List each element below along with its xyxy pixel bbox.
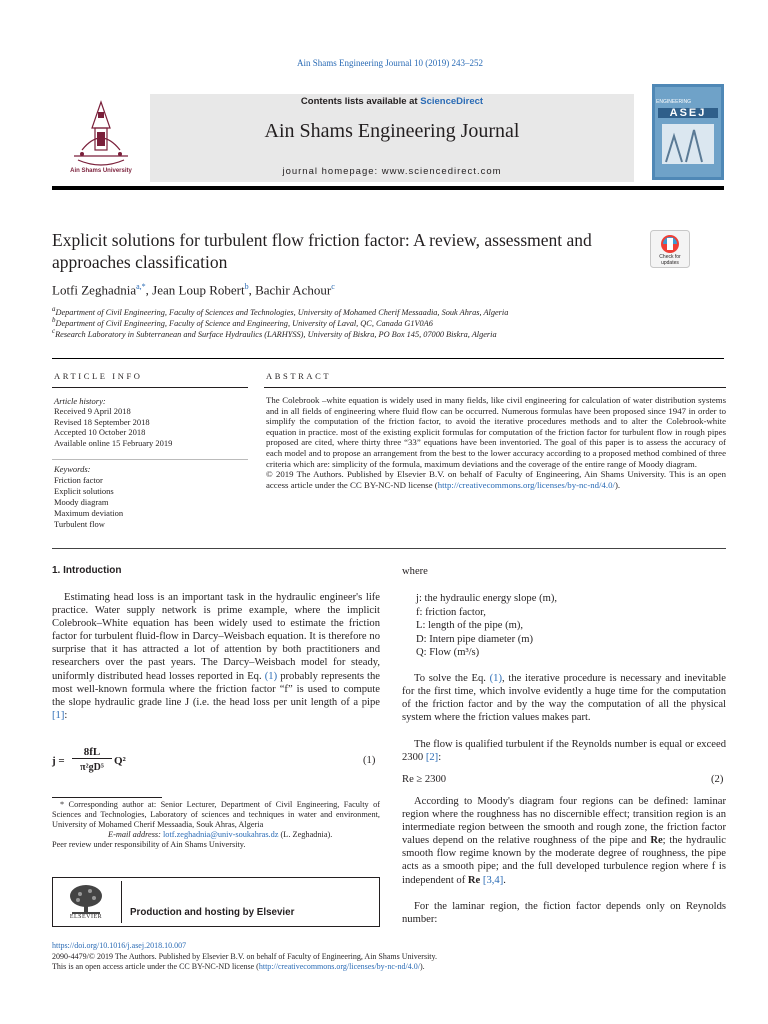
abstract-rule <box>264 387 726 388</box>
abstract-body: The Colebrook –white equation is widely used in many fields, like civil engineering for calculation of water distribution systems and in all fields of engineering where fluid flow can be occurred. Numerous formulas have been proposed since 1947 in order to simplify the computation of the friction factor, to avoid the iterative procedures methods and to alter the Colebrook-white equation in practice. most of the existing explicit formulas for computation of the friction factor for turbulent flow in rough pipes proposed are cited, where thirty three “33” equations have been inventoried. The goal of this paper is to assess the accuracy of each model and to propose an arrangement from the best to the lower accuracy according to a proposed method combined of three criteria which are: simplicity of the formula, maximum deviations and the coverage of the entire range of Moody diagram. <box>266 395 726 469</box>
author-affil-sup[interactable]: c <box>331 282 335 291</box>
paragraph <box>402 738 726 764</box>
footnote-text: * Corresponding author at: Senior Lecturer, Department of Civil Engineering, Faculty of Sciences and Technologies, Laboratory of sciences and techniques in water and environment, University of Mohamed Cherif Messaadia, Souk Ahras, Algeria <box>52 800 380 830</box>
eq1-lhs: j = <box>52 755 65 767</box>
keyword: Turbulent flow <box>54 519 105 529</box>
author-list: Lotfi Zeghadnia$^{a,*}$, Jean Loup Robert$^b$, Bachir Achour$^c$ <box>52 282 335 298</box>
intro-text: Estimating head loss is an important task in the hydraulic engineer's life practice. Water supply network is prime example, where the implicit Colebrook–White equation has been widely used to estimate the friction factor for turbulent fluid-flow in Darcy–Weisbach equation. It is therefore no surprise that it has attracted a lot of attention by both practitioners and researchers over the past years. The Darcy–Weisbach model for steady, uniformly distributed head losses reported in Eq. <box>52 592 380 682</box>
logo-caption: Ain Shams University <box>70 168 132 174</box>
email-suffix: (L. Zeghadnia). <box>278 830 333 840</box>
intro-text: probably represents the most well-known formula where the friction factor “f” is used to compute the slope hydraulic grade line J (i.e. the head loss per unit length of a pipe <box>52 670 380 708</box>
variable-definition: L: length of the pipe (m), <box>416 620 524 631</box>
header-rule <box>52 186 724 190</box>
eq1-numerator: 8fL <box>72 746 112 759</box>
paragraph-text: . <box>503 874 506 886</box>
abstract-heading: ABSTRACT <box>266 371 332 381</box>
equation-ref-link[interactable]: (1) <box>489 673 502 684</box>
citation-link[interactable]: [1] <box>52 709 65 721</box>
cover-title: ASEJ <box>669 107 707 119</box>
affiliation <box>52 328 732 339</box>
article-info-heading: ARTICLE INFO <box>54 371 143 381</box>
doi-block <box>52 941 437 973</box>
paragraph <box>402 672 726 724</box>
history-item: Available online 15 February 2019 <box>54 437 173 448</box>
doi-link[interactable]: https://doi.org/10.1016/j.asej.2018.10.007 <box>52 941 187 950</box>
history-item: Received 9 April 2018 <box>54 406 131 416</box>
affil-text: Department of Civil Engineering, Faculty of Sciences and Technologies, University of Mohamed Cherif Messaadia, Souk Ahras, Algeria <box>55 307 509 317</box>
author-affil-sup[interactable]: a,* <box>136 282 146 291</box>
intro-text: : <box>64 709 68 721</box>
author-name[interactable]: Bachir Achour <box>255 282 332 298</box>
keyword: Maximum deviation <box>54 508 124 518</box>
keyword: Explicit solutions <box>54 486 114 496</box>
paper-title: Explicit solutions for turbulent flow friction factor: A review, assessment and approaches classification <box>52 230 592 272</box>
issn-line: 2090-4479/© 2019 The Authors. Published by Elsevier B.V. on behalf of Faculty of Engineering, Ain Shams University. <box>52 951 438 961</box>
corresponding-author-footnote <box>52 800 380 850</box>
reynolds-symbol: Re <box>467 874 481 886</box>
abstract-bottom-rule <box>52 548 726 549</box>
box-divider <box>121 881 122 923</box>
production-hosting-label: Production and hosting by Elsevier <box>130 907 295 918</box>
license-prefix: This is an open access article under the CC BY-NC-ND license ( <box>52 962 259 972</box>
affil-text: Department of Civil Engineering, Faculty of Science and Engineering, University of Laval, QC, Canada G1V0A6 <box>55 318 433 328</box>
paragraph-text: To solve the Eq. <box>414 673 490 684</box>
paragraph-text: The flow is qualified turbulent if the Reynolds number is equal or exceed 2300 <box>402 739 726 764</box>
author-name[interactable]: Jean Loup Robert <box>152 282 245 298</box>
citation-link[interactable]: [3,4] <box>482 874 504 886</box>
abstract-license-prefix: This is an open access article under the CC BY-NC-ND license ( <box>266 469 726 490</box>
paragraph <box>402 795 726 887</box>
footnote-rule <box>52 797 162 798</box>
email-label: E-mail address: <box>108 830 163 840</box>
license-link[interactable]: http://creativecommons.org/licenses/by-nc-nd/4.0/ <box>258 962 420 972</box>
reynolds-symbol: Re <box>650 835 663 847</box>
info-rule <box>52 459 248 460</box>
info-rule <box>52 387 248 388</box>
license-link[interactable]: http://creativecommons.org/licenses/by-nc-nd/4.0/ <box>437 479 615 490</box>
affil-sup: b <box>52 317 56 324</box>
section-heading: 1. Introduction <box>52 565 122 576</box>
eq1-denominator: π²gD⁵ <box>80 762 104 773</box>
sciencedirect-link[interactable]: ScienceDirect <box>420 96 484 107</box>
where-label: where <box>402 566 428 577</box>
author-name[interactable]: Lotfi Zeghadnia <box>52 282 137 298</box>
affil-text: Research Laboratory in Subterranean and Surface Hydraulics (LARHYSS), University of Biskra, PO Box 145, 07000 Biskra, Algeria <box>55 329 497 339</box>
paragraph-text: , the iterative procedure is necessary and inevitable for the first time, which involve evidently a huge time for the computation of the friction factor and by the way the computation of all the physical system where the friction values makes part. <box>402 673 726 724</box>
citation-link[interactable]: [2] <box>425 752 439 764</box>
affiliation <box>52 317 732 328</box>
keyword: Friction factor <box>54 475 103 485</box>
keywords-label: Keywords: <box>54 464 91 474</box>
variable-definition: D: Intern pipe diameter (m) <box>416 633 534 645</box>
keyword: Moody diagram <box>54 497 109 507</box>
paragraph-text: According to Moody's diagram four regions can be defined: laminar region where the roughness has no discernible effect; transition region is an intermediate region between the smooth and rough zone, the friction factor values depend on the relative roughness of the pipe and <box>402 796 726 847</box>
equation-ref-link[interactable]: (1) <box>264 670 278 682</box>
intro-paragraph <box>52 591 380 722</box>
equation-number: (1) <box>363 755 376 766</box>
affil-sup: a <box>52 306 56 313</box>
affiliation <box>52 306 732 317</box>
author-email-link[interactable]: lotf.zeghadnia@univ-soukahras.dz <box>163 830 279 840</box>
university-logo <box>52 98 150 176</box>
author-affil-sup[interactable]: b <box>244 282 249 291</box>
journal-homepage[interactable]: journal homepage: www.sciencedirect.com <box>282 166 502 177</box>
paragraph-text: ; the hydraulic smooth flow regime known by the moderate degree of roughness, the pipe acts as a smooth pipe; and the full developed turbulence region where f is independent of <box>402 835 726 886</box>
crossmark-label: Check for updates <box>659 254 681 266</box>
license-suffix: ). <box>420 962 425 972</box>
equation-2: Re ≥ 2300 <box>402 774 447 785</box>
journal-citation-link[interactable]: Ain Shams Engineering Journal 10 (2019) 243–252 <box>297 58 483 68</box>
history-label: Article history: <box>54 396 106 406</box>
affil-sup: c <box>52 328 56 335</box>
section-rule <box>52 358 724 359</box>
history-item: Accepted 10 October 2018 <box>54 427 146 437</box>
paragraph: For the laminar region, the fiction factor depends only on Reynolds number: <box>402 901 726 926</box>
journal-title: Ain Shams Engineering Journal <box>264 120 520 142</box>
abstract-text <box>266 395 726 490</box>
eq1-rhs: Q² <box>114 755 126 767</box>
contents-line <box>150 96 634 107</box>
abstract-copyright: © 2019 The Authors. Published by Elsevier B.V. on behalf of Faculty of Engineering, Ain Shams University. <box>266 469 667 480</box>
abstract-license-suffix: ). <box>614 479 621 490</box>
paragraph-text: : <box>438 752 442 764</box>
equation-number: (2) <box>711 774 724 785</box>
variable-definition: f: friction factor, <box>416 606 486 618</box>
variable-definition: Q: Flow (m³/s) <box>416 647 480 658</box>
cover-subtext: ENGINEERING <box>656 99 692 105</box>
history-item: Revised 18 September 2018 <box>54 416 150 427</box>
variable-definition: j: the hydraulic energy slope (m), <box>416 593 558 604</box>
contents-prefix: Contents lists available at <box>300 96 421 107</box>
elsevier-wordmark: ELSEVIER <box>69 914 103 920</box>
peer-review-note: Peer review under responsibility of Ain Shams University. <box>52 840 246 850</box>
